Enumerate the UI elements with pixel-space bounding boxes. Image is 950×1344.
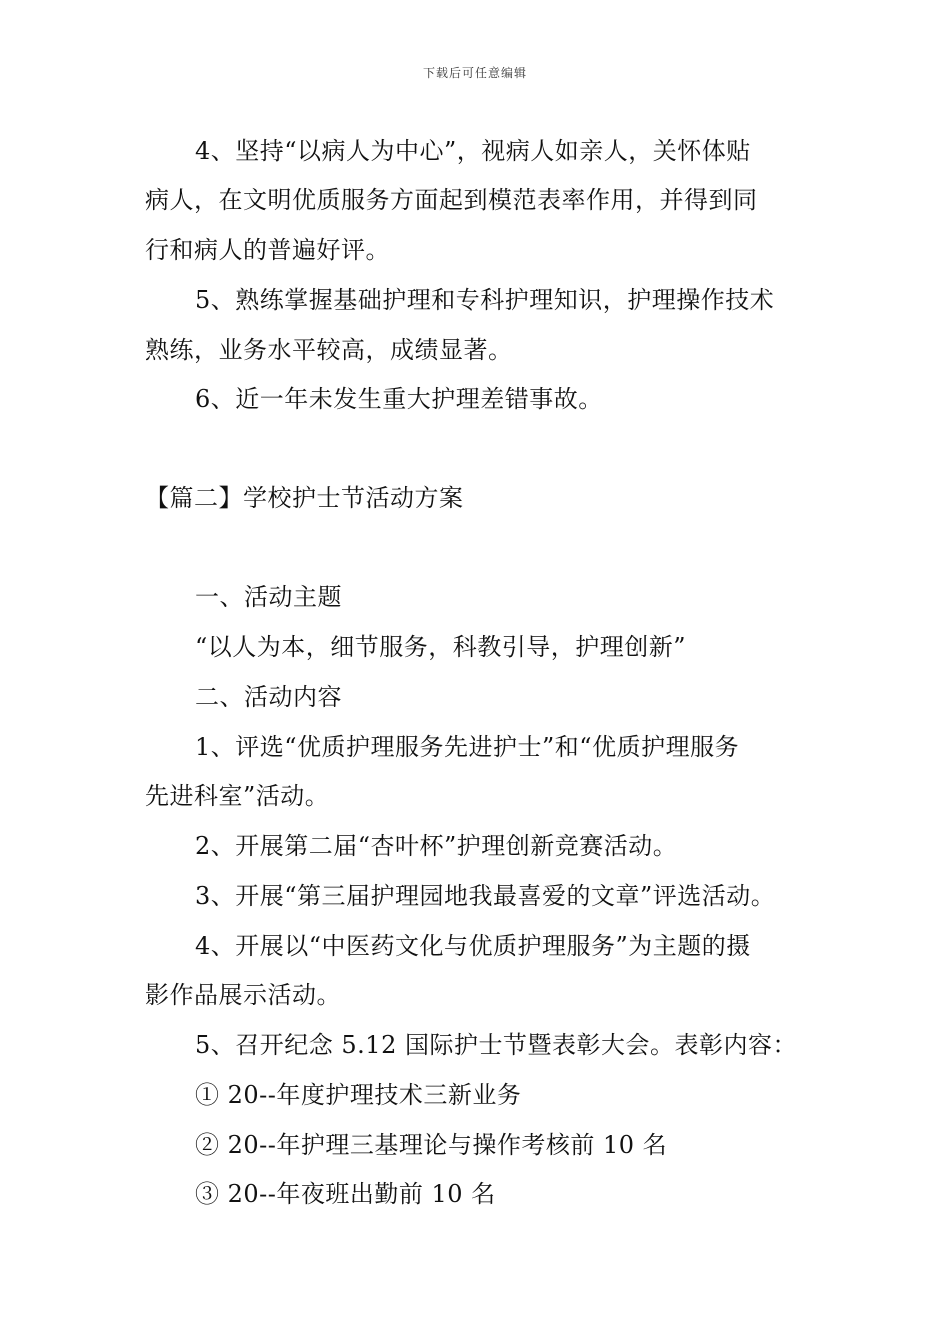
paragraph-line: 行和病人的普遍好评。 (145, 236, 390, 264)
paragraph-line: 5、召开纪念 5.12 国际护士节暨表彰大会。表彰内容： (195, 1031, 797, 1059)
paragraph-line: 6、近一年未发生重大护理差错事故。 (195, 385, 603, 413)
paragraph-line: 影作品展示活动。 (145, 981, 341, 1009)
page-header: 下载后可任意编辑 (422, 66, 527, 80)
paragraph-line: 病人，在文明优质服务方面起到模范表率作用，并得到同 (145, 186, 758, 214)
paragraph-line: 1、评选“优质护理服务先进护士”和“优质护理服务 (195, 733, 740, 761)
list-item: ② 20--年护理三基理论与操作考核前 10 名 (195, 1131, 668, 1159)
paragraph-line: 4、坚持“以病人为中心”，视病人如亲人，关怀体贴 (195, 137, 751, 165)
list-item: ③ 20--年夜班出勤前 10 名 (195, 1180, 496, 1208)
paragraph-line: 一、活动主题 (195, 583, 342, 611)
list-item: ① 20--年度护理技术三新业务 (195, 1081, 522, 1109)
paragraph-line: 4、开展以“中医药文化与优质护理服务”为主题的摄 (195, 932, 751, 960)
paragraph-line: 2、开展第二届“杏叶杯”护理创新竞赛活动。 (195, 832, 678, 860)
paragraph-line: 5、熟练掌握基础护理和专科护理知识，护理操作技术 (195, 286, 775, 314)
paragraph-line: “以人为本，细节服务，科教引导，护理创新” (195, 633, 687, 661)
paragraph-line: 二、活动内容 (195, 683, 342, 711)
section-heading: 【篇二】学校护士节活动方案 (145, 484, 464, 512)
paragraph-line: 熟练，业务水平较高，成绩显著。 (145, 336, 513, 364)
paragraph-line: 3、开展“第三届护理园地我最喜爱的文章”评选活动。 (195, 882, 776, 910)
paragraph-line: 先进科室”活动。 (145, 782, 330, 810)
